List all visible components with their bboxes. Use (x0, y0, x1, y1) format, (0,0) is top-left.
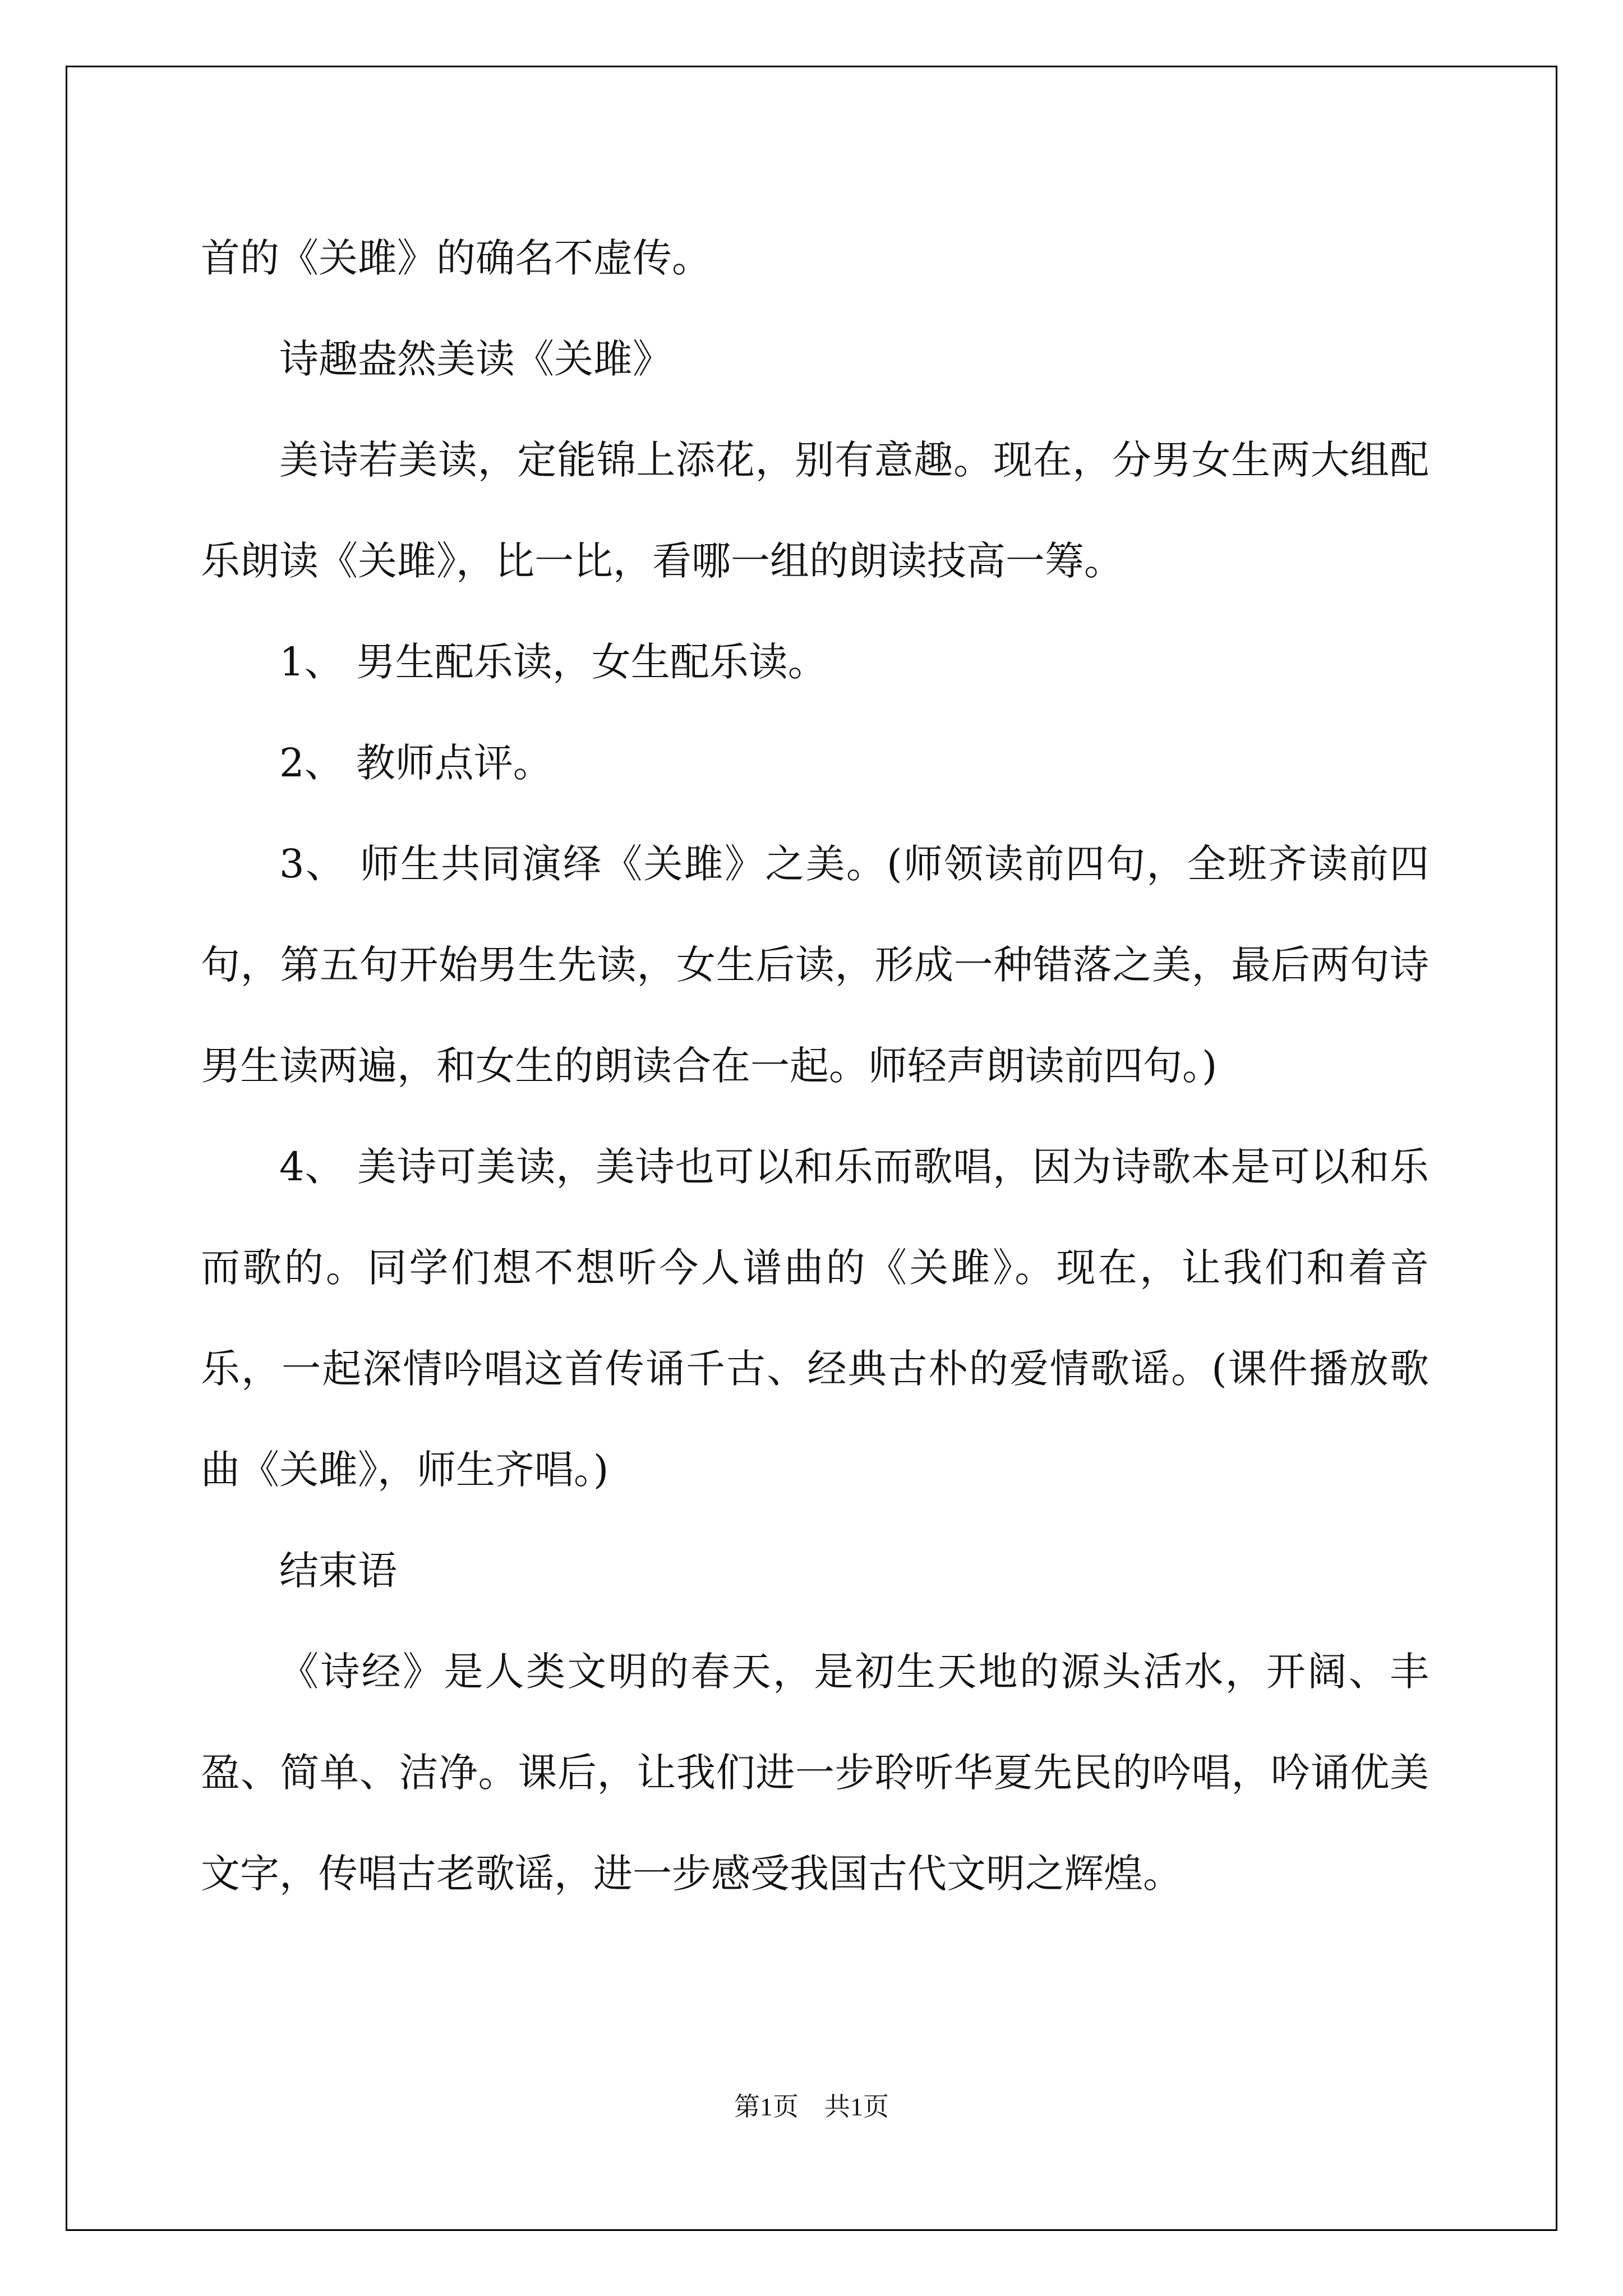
paragraph-5-step-2: 2、 教师点评。 (279, 740, 552, 786)
paragraph-2-section-heading: 诗趣盎然美读《关雎》 (279, 336, 672, 382)
paragraph-3: 美诗若美读，定能锦上添花，别有意趣。现在，分男女生两大组配乐朗读《关雎》，比一比，看哪一组的朗读技高一筹。 (201, 437, 1429, 584)
document-body (201, 208, 1429, 1924)
paragraph-7-step-4: 4、 美诗可美读，美诗也可以和乐而歌唱，因为诗歌本是可以和乐而歌的。同学们想不想听今人谱曲的《关雎》。现在，让我们和着音乐，一起深情吟唱这首传诵千古、经典古朴的爱情歌谣。(课件播放歌曲《关雎》，师生齐唱。) (201, 1144, 1429, 1493)
paragraph-9: 《诗经》是人类文明的春天，是初生天地的源头活水，开阔、丰盈、简单、洁净。课后，让我们进一步聆听华夏先民的吟唱，吟诵优美文字，传唱古老歌谣，进一步感受我国古代文明之辉煌。 (201, 1649, 1429, 1897)
paragraph-6-step-3: 3、 师生共同演绎《关雎》之美。(师领读前四句，全班齐读前四句，第五句开始男生先读，女生后读，形成一种错落之美，最后两句诗男生读两遍，和女生的朗读合在一起。师轻声朗读前四句。) (201, 841, 1429, 1089)
page-footer: 第1页 共1页 (734, 2092, 889, 2121)
paragraph-4-step-1: 1、 男生配乐读，女生配乐读。 (279, 639, 827, 685)
paragraph-8-conclusion-heading: 结束语 (279, 1548, 397, 1594)
paragraph-1: 首的《关雎》的确名不虚传。 (201, 235, 711, 281)
